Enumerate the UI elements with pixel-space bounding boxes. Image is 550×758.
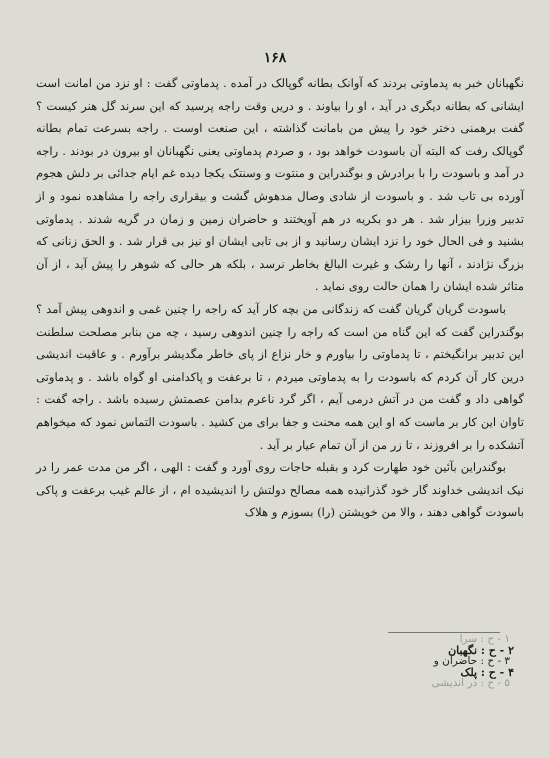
paragraph: نگهبانان خبر به پدماوتی بردند که آوانک بطانه گوپالک در آمده . پدماوتی گفت : او نزد من امانت است ایشانی که بطانه دیگری در آید ، او را بیاوند . و دریں وقت راجه پرسید که این سرند گل هنر کیست ؟ گفت برهمنی دختر خود را پیش من بامانت گذاشته ، این صنعت اوست . راجه بسرعت تمام بطانه گوپالک رفت که البته آن باسودت خواهد بود ، و صردم پدماوتی یعنی نگهبانان او بیرون در بودند . راجه در آمد و باسودت را با برادرش و بوگندراین و منتوت و وسنتک یکجا دیده غم ایام جدائی بر دلش هجوم آورده بی تاب شد . و باسودت از شادی وصال مدهوش گشت و بیقراری راجه را مشاهده نمود و از تدبیر وزرا بیزار شد . هر دو بکریه در هم آویختند و حاضران زمین و زمان در گریه شدند . پدماوتی بشنید و فی الحال خود را نزد ایشان رسانید و از بی تابی ایشان او نیز بی قرار شد . و الحق زنانی که بزرگ نژادند ، آنها را رشک و غیرت البالغ بخاطر نرسد ، بلکه هر حالی که شوهر را پیش آید ، از آن متاثر شده ایشان را همان حالت روی نماید .: [36, 76, 524, 294]
paragraph: بوگندراین بآئین خود طهارت کرد و بقبله حاجات روی آورد و گفت : الهی ، اگر من مدت عمر را در نیک اندیشی خداوند گار خود گذرانیده همه مصالح دولتش را اندیشیده ام ، از عالم غیب برعفت و پاکی باسودت گواهی دهند ، والا من خویشتن (را) بسوزم و هلاک: [36, 460, 524, 520]
footnote: ۱ - ح : سرا: [459, 633, 510, 645]
footnote: ۴ - ح : پلک: [460, 666, 514, 679]
footnote: ۲ - ح : نگهبان: [448, 644, 514, 657]
paragraph: باسودت گریان گریان گفت که زندگانی من بچه کار آید که راجه را چنین غمی و اندوهی پیش آمد ؟ بوگندراین گفت که این گناه من است که راجه را چنین اندوهی رسید ، چه من بنابر مصلحت سلطنت این تدبیر برانگیختم ، تا پدماوتی را بیاورم و خار نزاع از پای خاطر مگدیشر برآورم . و عاقبت اندیشی درین کار آن کردم که باسودت را به پدماوتی میردم ، تا برعفت و پاکدامنی او گواه باشد . و پدماوتی گواهی داد و گفت من در آتش درمی آیم ، اگر گرد ناعرم بدامن عصمتش رسیده باشد . راجه گفت : تاوان این کار بر ماست که او این همه محنت و جفا برای من کشید . باسودت التماس نمود که میخواهم آتشکده را بر افروزند ، تا زر من از آن تمام عیار بر آید .: [36, 301, 524, 452]
footnote: ۳ - ح : حاضران و: [433, 655, 510, 667]
main-text: [36, 72, 524, 524]
footnote: ۵ - ح : در اندیشی: [431, 677, 510, 689]
footnotes-left: [400, 628, 510, 694]
page-number: ۱۶۸: [263, 50, 287, 66]
